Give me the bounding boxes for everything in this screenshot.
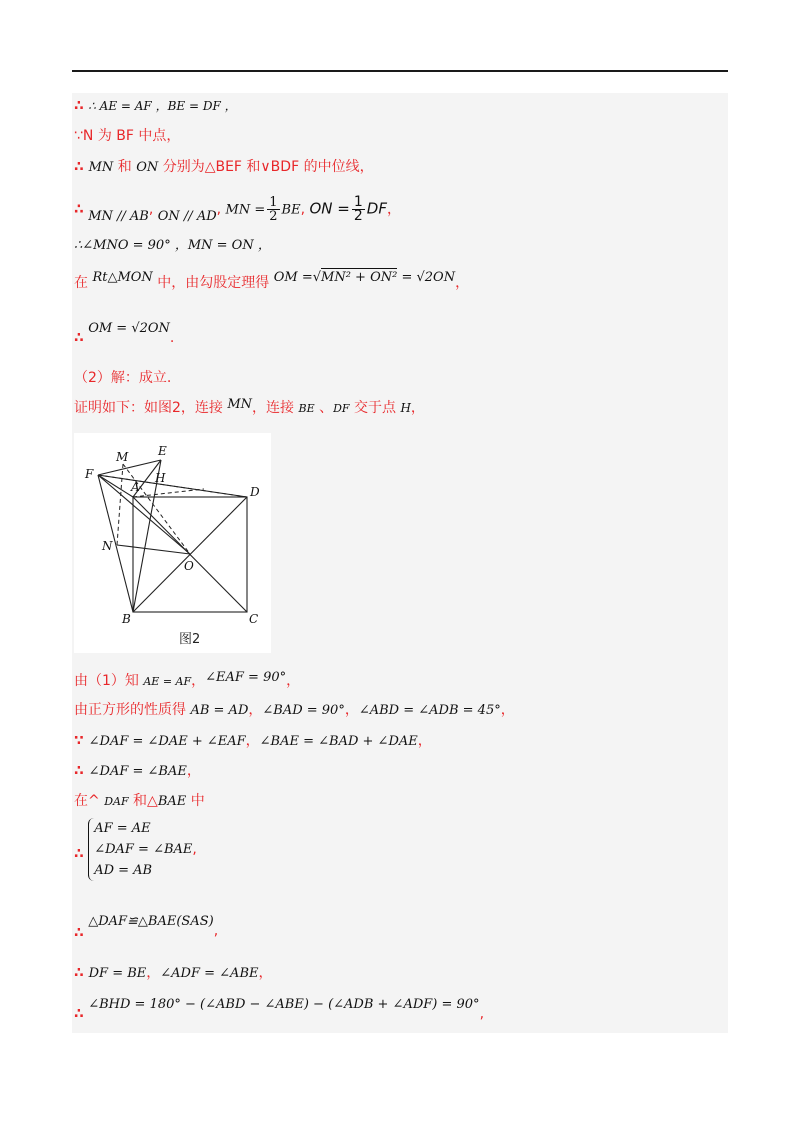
- line-4: ∴ MN // AB, ON // AD, MN = $\frac{1}{2}$ BE, ON = $\frac{1}{2}$ DF，: [74, 194, 401, 224]
- label-a: A: [131, 480, 140, 494]
- line-16: ∴ △DAF≌△BAE(SAS),: [74, 914, 219, 941]
- line-12: ∵ ∠DAF = ∠DAE + ∠EAF，∠BAE = ∠BAD + ∠DAE，: [74, 733, 432, 749]
- line-11: 由正方形的性质得 AB = AD，∠BAD = 90°，∠ABD = ∠ADB = 45°，: [74, 702, 515, 718]
- label-d: D: [250, 485, 260, 499]
- line-6: 在 Rt△MON 中，由勾股定理得 OM =√MN² + ON² = √2ON，: [74, 270, 470, 291]
- seg-on: ON: [136, 160, 159, 175]
- line-13: ∴ ∠DAF = ∠BAE，: [74, 763, 201, 779]
- label-o: O: [184, 559, 194, 573]
- label-f: F: [85, 467, 94, 481]
- line-8-part2: （2）解：成立.: [74, 370, 172, 386]
- equation-system: AF = AE ∠DAF = ∠BAE AD = AB: [88, 818, 192, 881]
- eq-ae-af-be-df: ∴ AE = AF ，BE = DF ，: [88, 99, 237, 113]
- eq-mn-parallel-ab: MN // AB: [88, 208, 149, 224]
- line-15-system: ∴ AF = AE ∠DAF = ∠BAE AD = AB ,: [74, 818, 197, 881]
- line-5: [74, 235, 271, 256]
- line-14: 在^ DAF 和△BAE 中: [74, 793, 205, 809]
- line-10: 由（1）知 AE = AF，∠EAF = 90°，: [74, 670, 301, 689]
- label-h: H: [155, 471, 166, 485]
- line-17: ∴ DF = BE，∠ADF = ∠ABE，: [74, 965, 273, 981]
- label-e: E: [158, 444, 167, 458]
- line-1: ∴ ∴ AE = AF ，BE = DF ，: [74, 98, 237, 114]
- eq-om-sqrt2-on: OM = √2ON: [88, 321, 170, 336]
- triangle-rt-mon: Rt△MON: [92, 270, 153, 285]
- seg-mn: MN: [88, 160, 114, 175]
- fraction-half-1: $\frac{1}{2}$: [269, 195, 278, 224]
- geometry-diagram: [74, 433, 271, 653]
- eq-angle-bhd: ∠BHD = 180° − (∠ABD − ∠ABE) − (∠ADB + ∠ADF) = 90°: [88, 997, 480, 1012]
- label-b: B: [122, 612, 131, 626]
- line-3: ∴ MN 和 ON 分别为△BEF 和∨BDF 的中位线，: [74, 159, 374, 175]
- header-rule: [72, 70, 728, 72]
- label-c: C: [249, 612, 259, 626]
- line-2: ∵N 为 BF 中点，: [74, 128, 181, 144]
- congruence-statement: △DAF≌△BAE(SAS): [88, 914, 214, 929]
- eq-angle-mno: ∴∠MNO = 90° ，MN = ON ，: [74, 238, 271, 253]
- sqrt-mn2-on2: MN² + ON²: [321, 270, 398, 285]
- line-7: ∴ OM = √2ON.: [74, 321, 175, 346]
- label-n: N: [102, 539, 113, 553]
- line-18: ∴ ∠BHD = 180° − (∠ABD − ∠ABE) − (∠ADB + ∠ADF) = 90°,: [74, 997, 485, 1022]
- line-9: 证明如下：如图2，连接 MN，连接 BE 、DF 交于点 H，: [74, 397, 425, 416]
- eq-on-parallel-ad: ON // AD: [157, 208, 217, 224]
- fraction-half-2: $\frac{1}{2}$: [353, 194, 363, 224]
- figure-caption: 图2: [179, 632, 201, 647]
- figure-2: [74, 433, 271, 653]
- label-m: M: [116, 450, 129, 464]
